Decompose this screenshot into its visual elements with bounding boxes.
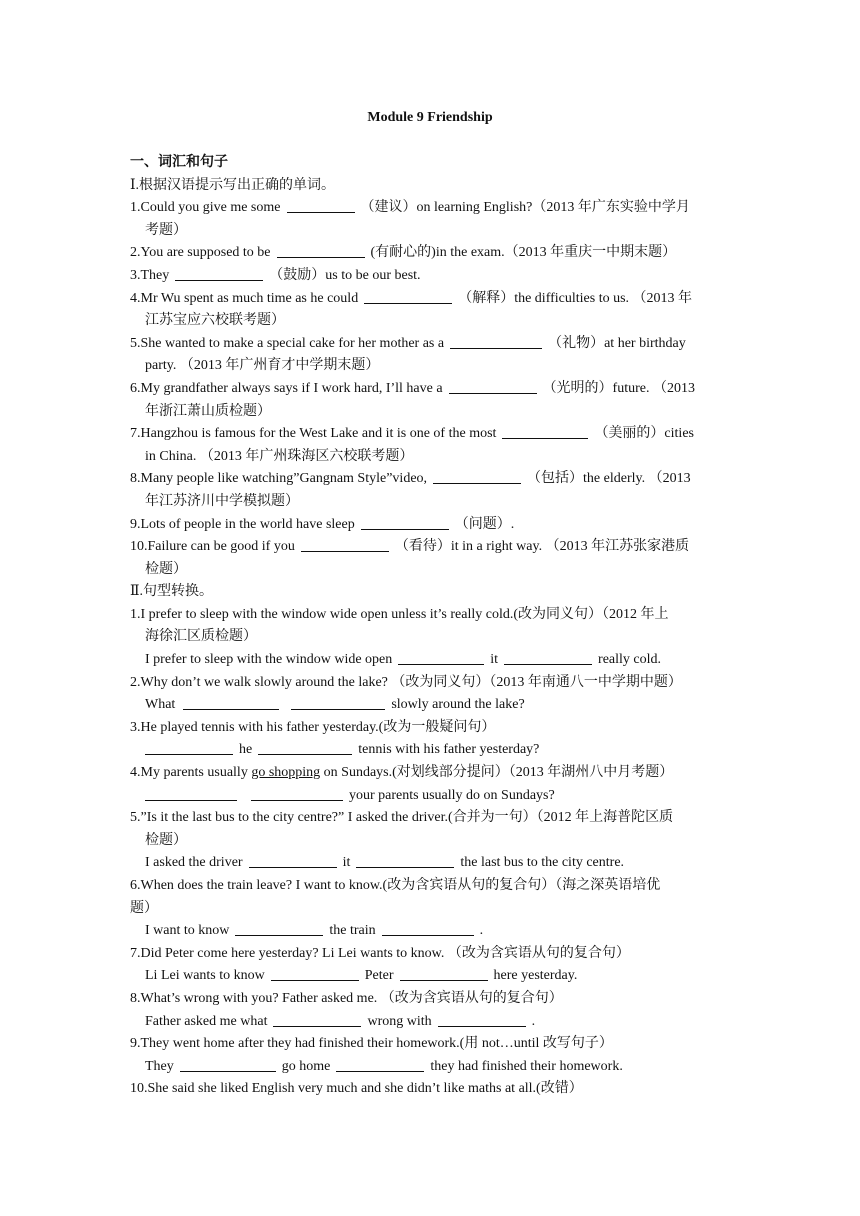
rewrite-answer-8: Father asked me what wrong with . (145, 1013, 536, 1029)
vocab-item-6: 6.My grandfather always says if I work hard, I’ll have a （光明的）future. （2013 (130, 380, 695, 396)
vocab-item-10-cont: 检题） (145, 561, 187, 577)
answer-blank[interactable] (400, 966, 488, 981)
answer-blank[interactable] (175, 266, 263, 281)
rewrite-question-1: 1.I prefer to sleep with the window wide open unless it’s really cold.(改为同义句）（2012 年上 (130, 606, 669, 622)
rewrite-answer-6: I want to know the train . (145, 923, 484, 939)
answer-blank[interactable] (301, 537, 389, 552)
answer-blank[interactable] (145, 786, 237, 801)
answer-blank[interactable] (449, 379, 537, 394)
vocab-item-5: 5.She wanted to make a special cake for her mother as a （礼物）at her birthday (130, 335, 686, 351)
rewrite-question-3: 3.He played tennis with his father yesterday.(改为一般疑问句） (130, 719, 496, 735)
vocab-item-2: 2.You are supposed to be (有耐心的)in the exam.（2013 年重庆一中期末题） (130, 245, 677, 261)
answer-blank[interactable] (287, 198, 355, 213)
vocab-item-7: 7.Hangzhou is famous for the West Lake and it is one of the most （美丽的）cities (130, 426, 694, 442)
vocab-item-3: 3.They （鼓励）us to be our best. (130, 267, 421, 283)
rewrite-question-5-cont: 检题） (145, 832, 187, 848)
answer-blank[interactable] (145, 740, 233, 755)
vocab-item-4: 4.Mr Wu spent as much time as he could （解释）the difficulties to us. （2013 年 (130, 290, 693, 306)
vocab-item-1: 1.Could you give me some （建议）on learning English?（2013 年广东实验中学月 (130, 200, 690, 216)
answer-blank[interactable] (277, 243, 365, 258)
vocab-item-10: 10.Failure can be good if you （看待）it in a right way. （2013 年江苏张家港质 (130, 539, 690, 555)
rewrite-question-6-cont: 题） (130, 900, 158, 916)
answer-blank[interactable] (249, 853, 337, 868)
answer-blank[interactable] (504, 650, 592, 665)
answer-blank[interactable] (183, 695, 279, 710)
page-title: Module 9 Friendship (367, 110, 493, 125)
rewrite-answer-4: your parents usually do on Sundays? (130, 785, 735, 808)
rewrite-question-4: 4.My parents usually go shopping on Sundays.(对划线部分提问）（2013 年湖州八中月考题） (130, 765, 674, 781)
rewrite-question-9: 9.They went home after they had finished their homework.(用 not…until 改写句子） (130, 1036, 613, 1052)
vocab-item-7-cont: in China. （2013 年广州珠海区六校联考题） (145, 448, 414, 464)
rewrite-question-10: 10.She said she liked English very much and she didn’t like maths at all.(改错） (130, 1081, 583, 1097)
rewrite-question-2: 2.Why don’t we walk slowly around the lake? （改为同义句）（2013 年南通八一中学期中题） (130, 674, 682, 690)
vocab-item-1-cont: 考题） (145, 222, 187, 238)
vocab-item-4-cont: 江苏宝应六校联考题） (145, 313, 285, 329)
answer-blank[interactable] (356, 853, 454, 868)
answer-blank[interactable] (450, 334, 542, 349)
rewrite-answer-3: he tennis with his father yesterday? (130, 739, 735, 762)
rewrite-question-8: 8.What’s wrong with you? Father asked me. （改为含宾语从句的复合句） (130, 990, 563, 1006)
answer-blank[interactable] (251, 786, 343, 801)
answer-blank[interactable] (235, 921, 323, 936)
answer-blank[interactable] (502, 424, 588, 439)
vocab-item-9: 9.Lots of people in the world have sleep （问题）. (130, 516, 515, 532)
answer-blank[interactable] (361, 515, 449, 530)
part2-heading: Ⅱ.句型转换。 (130, 584, 214, 600)
worksheet-content (130, 152, 735, 1101)
rewrite-question-6: 6.When does the train leave? I want to know.(改为含宾语从句的复合句）（海之深英语培优 (130, 878, 661, 893)
vocab-item-8-cont: 年江苏济川中学模拟题） (145, 493, 299, 509)
underlined-phrase: go shopping (251, 765, 321, 781)
rewrite-answer-5: I asked the driver it the last bus to the city centre. (145, 855, 625, 871)
vocab-item-6-cont: 年浙江萧山质检题） (145, 403, 271, 419)
answer-blank[interactable] (382, 921, 474, 936)
answer-blank[interactable] (364, 289, 452, 304)
vocab-item-8: 8.Many people like watching”Gangnam Style”video, （包括）the elderly. （2013 (130, 471, 691, 487)
answer-blank[interactable] (336, 1057, 424, 1072)
rewrite-answer-2: What slowly around the lake? (145, 697, 525, 713)
part1-heading: Ⅰ.根据汉语提示写出正确的单词。 (130, 177, 336, 193)
answer-blank[interactable] (433, 469, 521, 484)
answer-blank[interactable] (273, 1012, 361, 1027)
rewrite-question-1-cont: 海徐汇区质检题） (145, 629, 257, 645)
rewrite-answer-9: They go home they had finished their homework. (145, 1058, 623, 1074)
answer-blank[interactable] (398, 650, 484, 665)
answer-blank[interactable] (438, 1012, 526, 1027)
answer-blank[interactable] (291, 695, 385, 710)
rewrite-question-7: 7.Did Peter come here yesterday? Li Lei wants to know. （改为含宾语从句的复合句） (130, 945, 630, 961)
answer-blank[interactable] (271, 966, 359, 981)
rewrite-answer-1: I prefer to sleep with the window wide open it really cold. (145, 652, 662, 668)
section-heading: 一、词汇和句子 (130, 155, 228, 170)
rewrite-question-5: 5.”Is it the last bus to the city centre?” I asked the driver.(合并为一句）（2012 年上海普陀区质 (130, 810, 674, 826)
vocab-item-5-cont: party. （2013 年广州育才中学期末题） (145, 358, 380, 374)
answer-blank[interactable] (180, 1057, 276, 1072)
answer-blank[interactable] (258, 740, 352, 755)
rewrite-answer-7: Li Lei wants to know Peter here yesterday. (145, 968, 578, 984)
